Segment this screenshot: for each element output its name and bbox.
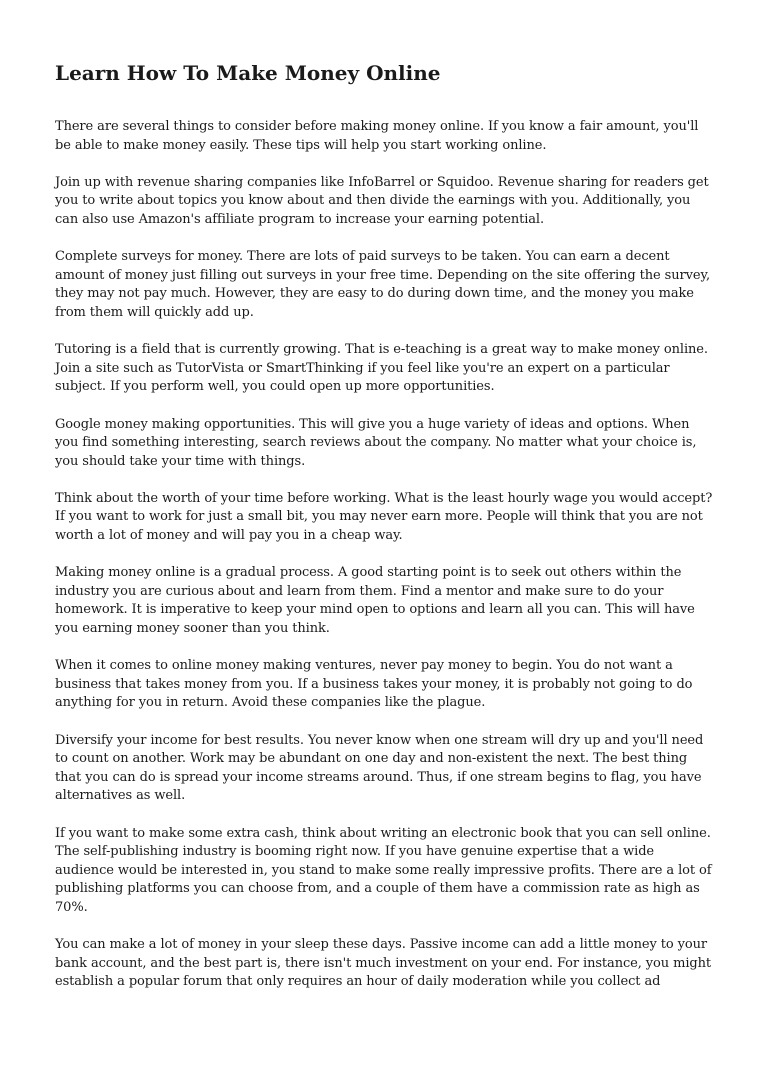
paragraph-time-worth: Think about the worth of your time before working. What is the least hourly wage you would accept? If you want to work for just a small bit, you may never earn more. People will think that you are not worth a lot of money and will pay you in a cheap way.: [55, 490, 713, 544]
article-title: Learn How To Make Money Online: [55, 61, 441, 85]
paragraph-passive-income: You can make a lot of money in your sleep these days. Passive income can add a little money to your bank account, and the best part is, there isn't much investment on your end. For instance, you might establish a popular forum that only requires an hour of daily moderation while you collect ad: [55, 937, 711, 990]
paragraph-diversify: Diversify your income for best results. You never know when one stream will dry up and you'll need to count on another. Work may be abundant on one day and non-existent the next. The best thing that you can do is spread your income streams around. Thus, if one stream begins to flag, you have alternatives as well.: [55, 732, 704, 804]
paragraph-gradual-process: Making money online is a gradual process. A good starting point is to seek out others within the industry you are curious about and learn from them. Find a mentor and make sure to do your homework. It is imperative to keep your mind open to options and learn all you can. This will have you earning money sooner than you think.: [55, 565, 695, 637]
paragraph-intro: There are several things to consider before making money online. If you know a fair amount, you'll be able to make money easily. These tips will help you start working online.: [55, 119, 699, 153]
paragraph-never-pay: When it comes to online money making ventures, never pay money to begin. You do not want a business that takes money from you. If a business takes your money, it is probably not going to do anything for you in return. Avoid these companies like the plague.: [55, 658, 693, 711]
paragraph-google-opportunities: Google money making opportunities. This will give you a huge variety of ideas and options. When you find something interesting, search reviews about the company. No matter what your choice is, you should take your time with things.: [55, 416, 697, 469]
article-body: [55, 58, 715, 1011]
paragraph-revenue-sharing: Join up with revenue sharing companies like InfoBarrel or Squidoo. Revenue sharing for readers get you to write about topics you know about and then divide the earnings with you. Additionally, you can also use Amazon's affiliate program to increase your earning potential.: [55, 174, 709, 227]
paragraph-surveys: Complete surveys for money. There are lots of paid surveys to be taken. You can earn a decent amount of money just filling out surveys in your free time. Depending on the site offering the survey, they may not pay much. However, they are easy to do during down time, and the money you make from them will quickly add up.: [55, 249, 710, 320]
paragraph-tutoring: Tutoring is a field that is currently growing. That is e-teaching is a great way to make money online. Join a site such as TutorVista or SmartThinking if you feel like you're an expert on a particular subject. If you perform well, you could open up more opportunities.: [55, 342, 708, 395]
paragraph-ebook: If you want to make some extra cash, think about writing an electronic book that you can sell online. The self-publishing industry is booming right now. If you have genuine expertise that a wide audience would be interested in, you stand to make some really impressive profits. There are a lot of publishing platforms you can choose from, and a couple of them have a commission rate as high as 70%.: [55, 825, 712, 915]
